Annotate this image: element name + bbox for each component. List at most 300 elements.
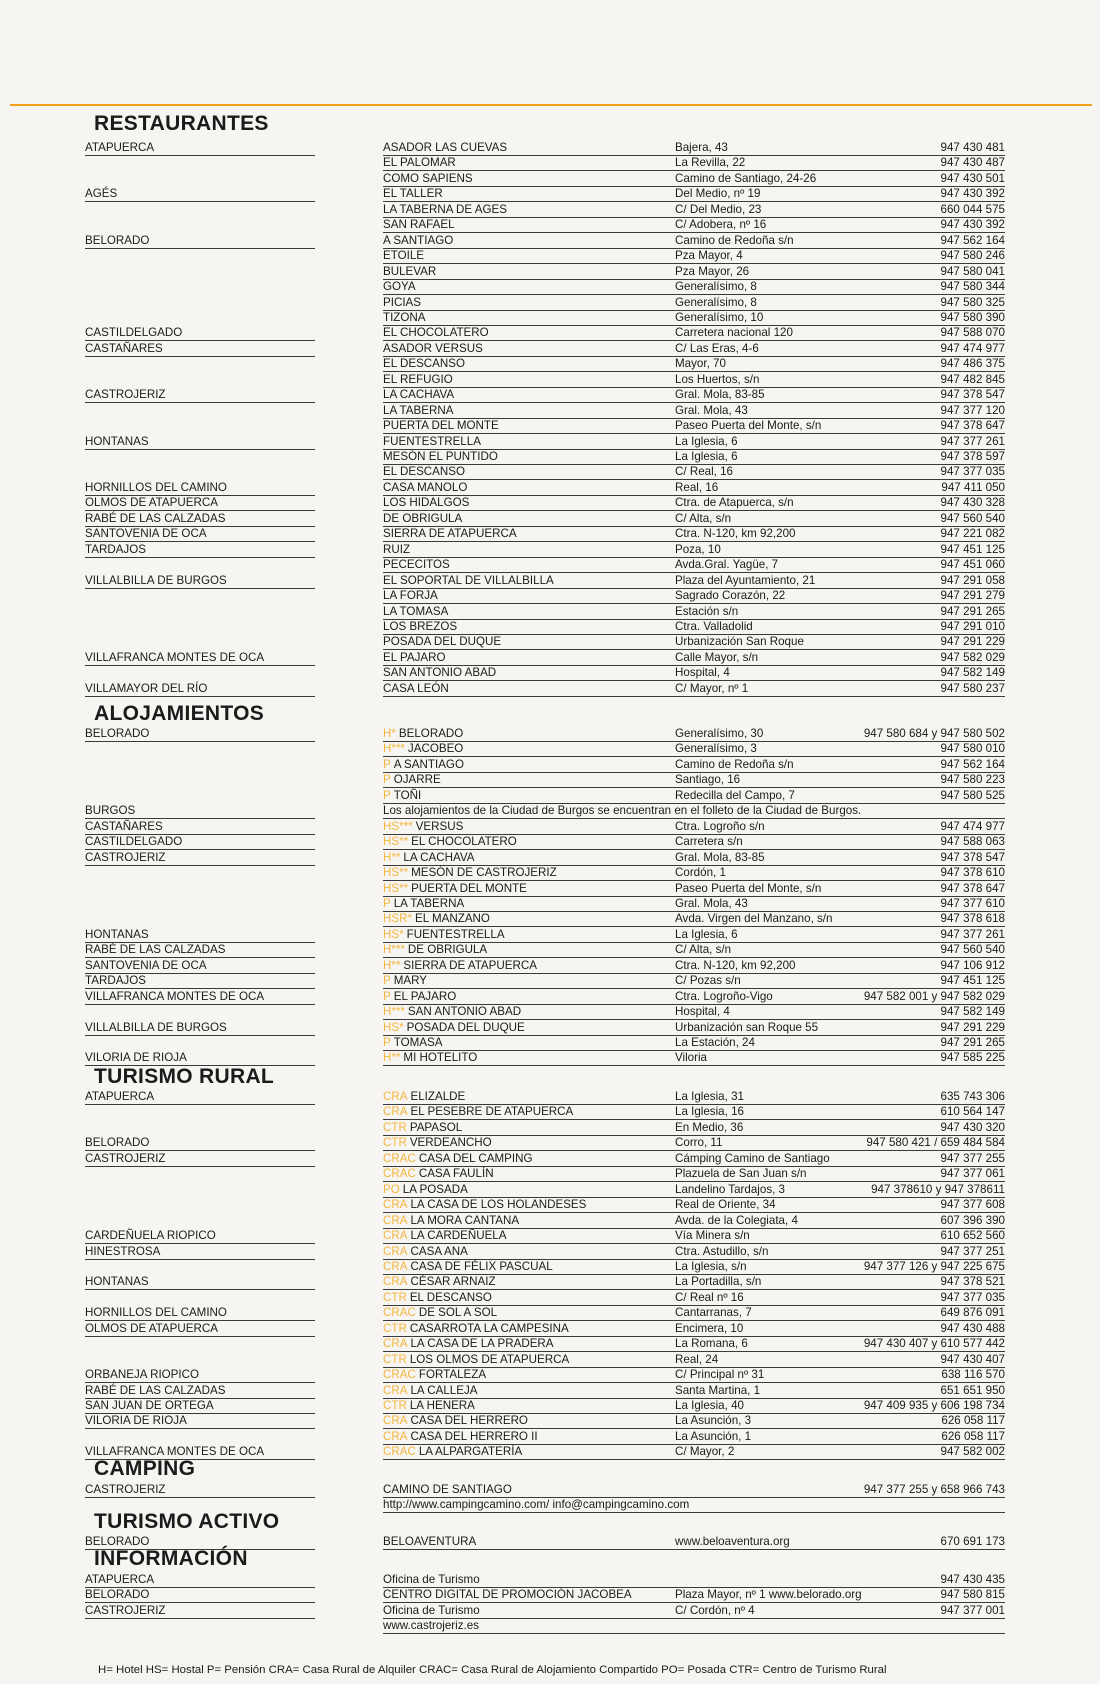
table-row (0, 1573, 1100, 1587)
phone-text: 947 482 845 (940, 372, 1005, 386)
location-label: CASTILDELGADO (85, 835, 183, 849)
phone-text: 947 474 977 (940, 819, 1005, 833)
phone-text: 947 430 392 (940, 187, 1005, 201)
place-name-text: EL PAJARO (383, 650, 446, 664)
place-name-text: Oficina de Turismo (383, 1603, 480, 1617)
place-name (383, 1229, 507, 1243)
phone-text: 947 562 164 (940, 757, 1005, 771)
phone-text: 947 582 029 (940, 650, 1005, 664)
category-tag: H* (383, 727, 396, 740)
phone-text: 947 409 935 y 606 198 734 (863, 1399, 1005, 1412)
table-row (0, 527, 1100, 541)
table-row (0, 959, 1100, 973)
place-name (383, 1483, 512, 1497)
location-label: SANTOVENIA DE OCA (85, 958, 207, 972)
table-row (0, 342, 1100, 356)
location-label: VILORIA DE RIOJA (85, 1051, 187, 1065)
phone-text: 947 291 229 (940, 635, 1005, 649)
place-name (383, 527, 517, 541)
address-text: Landelino Tardajos, 3 (675, 1182, 786, 1196)
place-name (383, 1291, 492, 1305)
phone-text: 947 582 002 (940, 1445, 1005, 1459)
category-tag: H*** (383, 1005, 405, 1019)
place-name-text: EL DESCANSO (409, 1290, 492, 1304)
table-row (0, 1183, 1100, 1197)
phone-text: 947 580 041 (940, 264, 1005, 278)
category-tag: PO (383, 1182, 400, 1196)
section-title: RESTAURANTES (94, 112, 269, 135)
category-tag: P (383, 773, 391, 787)
place-name (383, 835, 517, 849)
row-rule (383, 696, 1005, 697)
phone-text: 947 430 407 y 610 577 442 (863, 1337, 1005, 1351)
row-rule (383, 479, 1005, 480)
category-tag: HS** (383, 881, 409, 895)
address-text: C/ Alta, s/n (675, 511, 732, 525)
phone-text: 947 580 390 (940, 310, 1005, 324)
place-name (383, 1604, 480, 1618)
table-row (0, 943, 1100, 957)
table-row (0, 866, 1100, 880)
place-name-text: EL DESCANSO (383, 465, 466, 479)
address-text: Ctra. Astudillo, s/n (675, 1244, 769, 1258)
place-name (383, 311, 426, 325)
address-text: Plaza Mayor, nº 1 www.belorado.org (675, 1588, 862, 1602)
place-name-text: LOS BREZOS (383, 619, 458, 633)
phone-text: 947 378 597 (940, 450, 1005, 463)
top-accent-rule (10, 104, 1092, 106)
place-name (383, 1306, 497, 1320)
location-label: CASTROJERIZ (85, 388, 166, 402)
place-name-text: FORTALEZA (418, 1368, 487, 1382)
table-row (0, 574, 1100, 588)
place-name-text: EL MANZANO (415, 912, 490, 926)
table-row (0, 1121, 1100, 1135)
place-name (383, 1573, 480, 1587)
table-row (0, 280, 1100, 294)
table-row (0, 1588, 1100, 1602)
table-row (0, 512, 1100, 526)
place-name (383, 897, 464, 911)
place-name-text: POSADA DEL DUQUE (383, 635, 502, 649)
phone-text: 626 058 117 (941, 1429, 1005, 1443)
table-row (0, 605, 1100, 619)
place-name-text: LA TABERNA (383, 403, 454, 417)
phone-text: 947 430 407 (940, 1352, 1005, 1366)
address-text: Ctra. Valladolid (675, 619, 753, 633)
phone-text: 947 580 684 y 947 580 502 (863, 727, 1005, 740)
table-row (0, 1619, 1100, 1633)
address-text: Gral. Mola, 43 (675, 896, 748, 910)
address-text: Gral. Mola, 43 (675, 403, 748, 417)
address-text: Hospital, 4 (675, 1005, 730, 1019)
place-name-text: TOÑI (393, 788, 422, 802)
phone-text: 947 430 481 (940, 141, 1005, 154)
table-row (0, 589, 1100, 603)
place-name-text: CAMINO DE SANTIAGO (383, 1483, 512, 1496)
category-tag: HSR* (383, 912, 412, 926)
category-tag: P (383, 757, 391, 771)
place-name (383, 990, 456, 1004)
place-name (383, 1588, 632, 1602)
category-tag: CRA (383, 1213, 408, 1227)
place-name-text: EL TALLER (383, 187, 443, 201)
place-name (383, 605, 448, 619)
phone-text: 947 377 255 y 658 966 743 (863, 1483, 1005, 1496)
location-label: ORBANEJA RIOPICO (85, 1368, 200, 1382)
category-tag: CTR (383, 1136, 407, 1150)
place-name-text: CASA ANA (410, 1244, 468, 1258)
table-row (0, 1483, 1100, 1497)
section-title: TURISMO RURAL (94, 1065, 275, 1088)
place-name-text: EL CHOCOLATERO (383, 326, 489, 340)
location-label: VILORIA DE RIOJA (85, 1414, 187, 1428)
place-name (383, 1275, 496, 1289)
location-rule (85, 1428, 315, 1429)
table-row (0, 404, 1100, 418)
phone-text: 947 377 251 (940, 1244, 1005, 1258)
location-label: RABÉ DE LAS CALZADAS (85, 1383, 226, 1397)
table-row (0, 990, 1100, 1004)
table-row (0, 635, 1100, 649)
table-row (0, 450, 1100, 464)
place-name (383, 296, 421, 310)
place-name-text: SAN RAFAEL (383, 218, 455, 232)
address-text: La Revilla, 22 (675, 156, 746, 170)
location-label: VILLALBILLA DE BURGOS (85, 573, 227, 587)
table-row (0, 851, 1100, 865)
phone-text: 947 378 610 (940, 866, 1005, 880)
category-tag: CRA (383, 1275, 408, 1289)
place-name (383, 450, 498, 464)
place-name (383, 1183, 468, 1197)
row-rule (383, 1289, 1005, 1290)
address-text: Sagrado Corazón, 22 (675, 589, 786, 603)
place-name (383, 727, 463, 741)
phone-text: 947 291 265 (940, 1036, 1005, 1049)
location-label: OLMOS DE ATAPUERCA (85, 1321, 218, 1335)
location-label: VILLAFRANCA MONTES DE OCA (85, 650, 265, 664)
location-label: CASTROJERIZ (85, 1603, 166, 1617)
table-row (0, 1198, 1100, 1212)
address-text: Mayor, 70 (675, 357, 726, 371)
phone-text: 626 058 117 (941, 1414, 1005, 1428)
place-name (383, 1245, 468, 1259)
place-name-text: EL SOPORTAL DE VILLALBILLA (383, 573, 554, 587)
place-name (383, 1214, 519, 1228)
category-tag: CRA (383, 1229, 408, 1243)
place-name (383, 620, 457, 634)
place-name-text: MARY (393, 974, 428, 988)
table-row (0, 1036, 1100, 1050)
phone-text: 947 580 237 (940, 681, 1005, 695)
place-name (383, 1535, 476, 1549)
row-rule (383, 1512, 1005, 1513)
address-text: Paseo Puerta del Monte, s/n (675, 881, 822, 895)
place-name (383, 465, 465, 479)
location-label: CASTAÑARES (85, 819, 163, 833)
place-name-text: A SANTIAGO (383, 233, 454, 247)
phone-text: 947 411 050 (941, 480, 1005, 494)
table-row (0, 172, 1100, 186)
note-text: Los alojamientos de la Ciudad de Burgos se encuentran en el folleto de la Ciudad de Burgos. (383, 804, 862, 818)
category-tag: HS*** (383, 819, 413, 833)
place-name-text: GOYA (383, 280, 416, 294)
address-text: Urbanización san Roque 55 (675, 1020, 819, 1034)
phone-text: 947 377 126 y 947 225 675 (863, 1259, 1005, 1273)
row-rule (383, 1549, 1005, 1550)
address-text: Pza Mayor, 26 (675, 264, 750, 278)
location-label: BELORADO (85, 233, 150, 247)
phone-text: 947 377 255 (940, 1151, 1005, 1165)
phone-text: 947 291 229 (940, 1020, 1005, 1034)
place-name (383, 1414, 528, 1428)
phone-text: 947 580 525 (940, 788, 1005, 802)
place-name-text: ASADOR VERSUS (383, 341, 483, 355)
row-rule (383, 170, 1005, 171)
place-name-text: CASA FAULÍN (418, 1167, 494, 1181)
section-title: TURISMO ACTIVO (94, 1510, 280, 1533)
table-row (0, 742, 1100, 756)
location-label: RABÉ DE LAS CALZADAS (85, 943, 226, 957)
phone-text: 947 430 487 (940, 156, 1005, 170)
table-row (0, 1105, 1100, 1119)
phone-text: 947 582 149 (940, 1005, 1005, 1019)
place-name-text: MESÓN DE CASTROJERIZ (411, 866, 557, 880)
table-row (0, 1322, 1100, 1336)
place-name (383, 959, 537, 973)
place-name (383, 326, 489, 340)
place-name-text: LOS OLMOS DE ATAPUERCA (409, 1352, 570, 1366)
phone-text: 947 430 328 (940, 496, 1005, 510)
place-name (383, 1021, 525, 1035)
category-tag: HS* (383, 927, 404, 941)
place-name (383, 1036, 442, 1050)
place-name (383, 234, 453, 248)
place-name-text: DE OBRIGULA (383, 511, 463, 525)
place-name-text: BULEVAR (383, 264, 437, 278)
location-label: OLMOS DE ATAPUERCA (85, 496, 218, 510)
place-name-text: SAN ANTONIO ABAD (407, 1005, 522, 1019)
location-label: BURGOS (85, 804, 136, 818)
row-rule (383, 649, 1005, 650)
place-name-text: CASA MANOLO (383, 480, 468, 494)
place-name-text: LA CARDEÑUELA (410, 1229, 507, 1243)
place-name-text: LA ALPARGATERÍA (418, 1445, 523, 1459)
place-name (383, 651, 446, 665)
table-row (0, 789, 1100, 803)
place-name (383, 742, 463, 756)
table-row (0, 1136, 1100, 1150)
place-name-text: CASA DEL HERRERO II (410, 1429, 538, 1443)
phone-text: 947 580 421 / 659 484 584 (866, 1136, 1005, 1150)
place-name-text: Oficina de Turismo (383, 1573, 480, 1586)
address-text: C/ Cordón, nº 4 (675, 1603, 755, 1617)
address-text: Real, 24 (675, 1352, 719, 1366)
place-name-text: POSADA DEL DUQUE (406, 1020, 525, 1034)
address-text: Avda. de la Colegiata, 4 (675, 1213, 798, 1227)
place-name-text: LA TOMASA (383, 604, 449, 618)
category-tag: CTR (383, 1290, 407, 1304)
category-tag: HS** (383, 866, 409, 880)
row-rule (383, 926, 1005, 927)
place-name (383, 1136, 492, 1150)
phone-text: 947 486 375 (940, 357, 1005, 371)
address-text: C/ Real nº 16 (675, 1290, 744, 1304)
table-row (0, 141, 1100, 155)
place-name-text: FUENTESTRELLA (406, 927, 505, 941)
address-text: Generalísimo, 10 (675, 310, 764, 324)
location-label: HONTANAS (85, 927, 149, 941)
address-text: Plazuela de San Juan s/n (675, 1167, 807, 1181)
place-name-text: LA CASA DE LOS HOLANDESES (410, 1198, 587, 1212)
category-tag: HS* (383, 1020, 404, 1034)
address-text: La Asunción, 3 (675, 1414, 752, 1428)
place-name-text: TIZONA (383, 310, 426, 324)
phone-text: 947 451 060 (940, 558, 1005, 572)
place-name (383, 203, 507, 217)
table-row (0, 1229, 1100, 1243)
place-name-text: OJARRE (393, 773, 441, 787)
place-name (383, 156, 456, 170)
location-label: BELORADO (85, 1535, 150, 1548)
address-text: Generalísimo, 3 (675, 742, 757, 756)
phone-text: 947 377 035 (940, 465, 1005, 479)
address-text: La Iglesia, 6 (675, 450, 738, 463)
location-label: RABÉ DE LAS CALZADAS (85, 511, 226, 525)
note-text: www.castrojeriz.es (383, 1619, 479, 1633)
phone-text: 947 430 320 (940, 1120, 1005, 1134)
phone-text: 947 451 125 (940, 974, 1005, 988)
location-label: HONTANAS (85, 434, 149, 448)
place-name-text: CASA DEL CAMPING (418, 1151, 533, 1165)
address-text: La Iglesia, 31 (675, 1090, 744, 1103)
address-text: Avda.Gral. Yagüe, 7 (675, 558, 779, 572)
phone-text: 947 560 540 (940, 511, 1005, 525)
place-name-text: LA MORA CANTANA (410, 1213, 520, 1227)
place-name (383, 543, 410, 557)
location-label: BELORADO (85, 1136, 150, 1150)
category-tag: CRAC (383, 1151, 416, 1165)
location-label: AGÉS (85, 187, 118, 201)
place-name-text: CASA LEÓN (383, 681, 449, 695)
phone-text: 947 585 225 (940, 1051, 1005, 1065)
place-name (383, 187, 443, 201)
place-name-text: CASA DEL HERRERO (410, 1414, 528, 1428)
phone-text: 947 580 325 (940, 295, 1005, 309)
location-label: CARDEÑUELA RIOPICO (85, 1229, 216, 1243)
place-name-text: EL PAJARO (393, 989, 457, 1003)
row-rule (383, 1602, 1005, 1603)
place-name (383, 1051, 477, 1065)
address-text: C/ Mayor, 2 (675, 1445, 735, 1459)
phone-text: 947 291 058 (940, 573, 1005, 587)
address-text: Ctra. N-120, km 92,200 (675, 958, 796, 972)
table-row (0, 373, 1100, 387)
phone-text: 947 377 610 (940, 896, 1005, 910)
row-rule (383, 340, 1005, 341)
address-text: Gral. Mola, 83-85 (675, 388, 765, 402)
place-name (383, 265, 436, 279)
address-text: La Romana, 6 (675, 1337, 748, 1351)
address-text: La Iglesia, 6 (675, 434, 738, 448)
place-name (383, 1337, 554, 1351)
place-name-text: VERSUS (415, 819, 464, 833)
phone-text: 947 588 063 (940, 835, 1005, 849)
category-tag: CRA (383, 1383, 408, 1397)
place-name (383, 357, 465, 371)
table-row (0, 1021, 1100, 1035)
place-name (383, 481, 467, 495)
place-name (383, 820, 463, 834)
place-name-text: SAN ANTONIO ABAD (383, 666, 497, 680)
phone-text: 947 291 265 (940, 604, 1005, 618)
address-text: Carretera nacional 120 (675, 326, 793, 340)
location-label: SAN JUAN DE ORTEGA (85, 1399, 214, 1412)
place-name (383, 851, 475, 865)
address-text: Generalísimo, 8 (675, 295, 757, 309)
place-name (383, 666, 496, 680)
phone-text: 947 378 547 (940, 850, 1005, 864)
category-tag: CRAC (383, 1167, 416, 1181)
place-name-text: LA CACHAVA (383, 388, 455, 402)
location-label: BELORADO (85, 727, 150, 740)
place-name-text: MI HOTELITO (403, 1051, 478, 1065)
table-row (0, 1005, 1100, 1019)
location-label: HONTANAS (85, 1275, 149, 1289)
address-text: Plaza del Ayuntamiento, 21 (675, 573, 816, 587)
table-row (0, 912, 1100, 926)
phone-text: 607 396 390 (940, 1213, 1005, 1227)
address-text: C/ Adobera, nº 16 (675, 218, 767, 232)
category-tag: CTR (383, 1321, 407, 1335)
phone-text: 947 451 125 (940, 542, 1005, 556)
address-text: Vía Minera s/n (675, 1229, 750, 1243)
table-row (0, 203, 1100, 217)
address-text: Generalísimo, 30 (675, 727, 764, 740)
table-row (0, 465, 1100, 479)
table-row (0, 388, 1100, 402)
phone-text: 947 430 435 (940, 1573, 1005, 1586)
location-label: VILLALBILLA DE BURGOS (85, 1020, 227, 1034)
address-text: Calle Mayor, s/n (675, 650, 759, 664)
table-row (0, 234, 1100, 248)
table-row (0, 1337, 1100, 1351)
table-row (0, 620, 1100, 634)
table-row (0, 1275, 1100, 1289)
category-tag: CTR (383, 1120, 407, 1134)
place-name-text: LA TABERNA (393, 896, 465, 910)
phone-text: 635 743 306 (940, 1090, 1005, 1103)
place-name (383, 789, 421, 803)
place-name-text: EL PESEBRE DE ATAPUERCA (410, 1105, 574, 1119)
address-text: C/ Principal nº 31 (675, 1368, 765, 1382)
table-row (0, 1384, 1100, 1398)
address-text: Pza Mayor, 4 (675, 249, 743, 263)
table-row (0, 543, 1100, 557)
phone-text: 947 580 223 (940, 773, 1005, 787)
place-name-text: EL REFUGIO (383, 372, 453, 386)
location-label: CASTAÑARES (85, 341, 163, 355)
place-name (383, 342, 483, 356)
address-text: Cordón, 1 (675, 866, 726, 880)
location-label: HORNILLOS DEL CAMINO (85, 480, 227, 494)
phone-text: 670 691 173 (940, 1535, 1005, 1548)
place-name-text: PUERTA DEL MONTE (411, 881, 527, 895)
place-name-text: VERDEANCHO (409, 1136, 492, 1150)
phone-text: 610 564 147 (940, 1105, 1005, 1119)
address-text: La Asunción, 1 (675, 1429, 752, 1443)
